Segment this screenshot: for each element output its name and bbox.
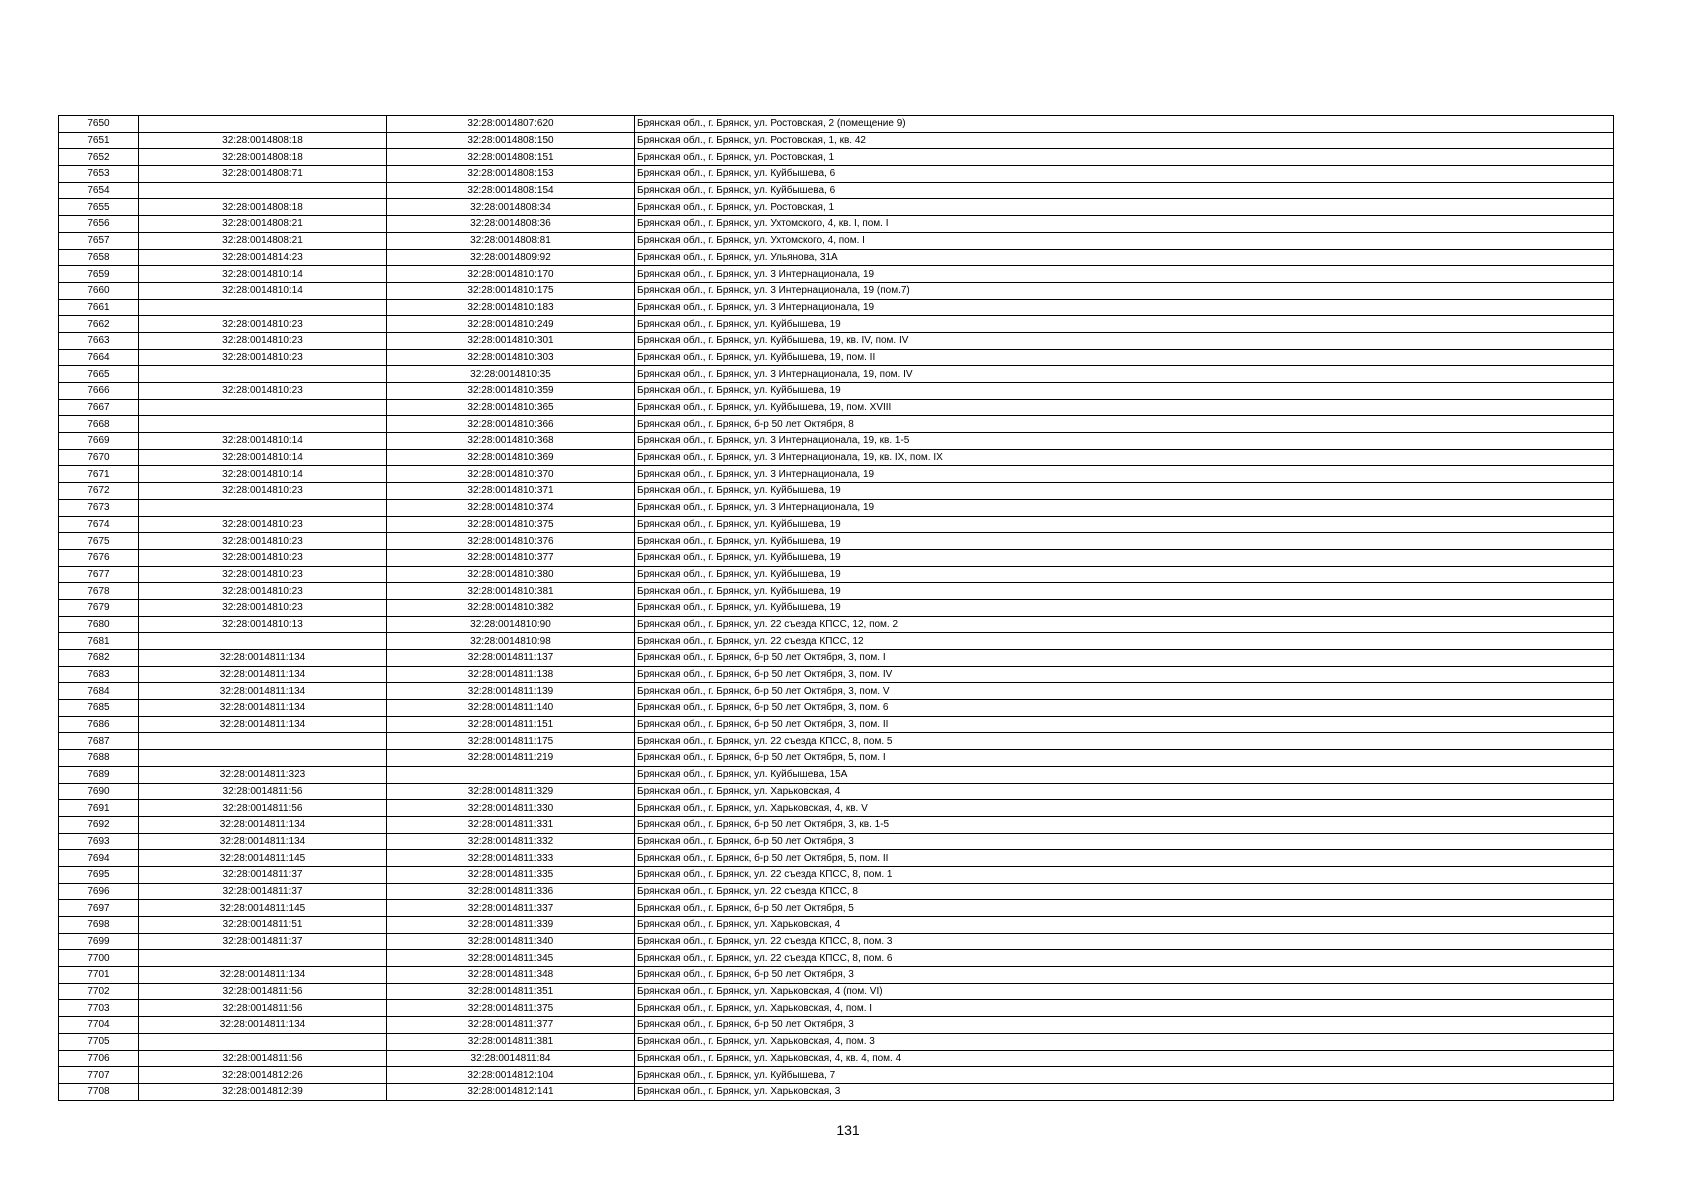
address-cell: Брянская обл., г. Брянск, ул. Куйбышева, 6 <box>635 182 1614 199</box>
table-row <box>59 917 1614 934</box>
object-number-cell: 32:28:0014810:381 <box>387 583 635 600</box>
parcel-number-cell <box>139 366 387 383</box>
address-cell: Брянская обл., г. Брянск, ул. 3 Интернационала, 19 <box>635 499 1614 516</box>
object-number-cell: 32:28:0014810:175 <box>387 282 635 299</box>
address-cell: Брянская обл., г. Брянск, ул. Куйбышева, 19 <box>635 566 1614 583</box>
parcel-number-cell: 32:28:0014811:56 <box>139 983 387 1000</box>
parcel-number-cell: 32:28:0014811:37 <box>139 883 387 900</box>
parcel-number-cell: 32:28:0014808:18 <box>139 199 387 216</box>
table-row <box>59 282 1614 299</box>
object-number-cell: 32:28:0014810:301 <box>387 332 635 349</box>
object-number-cell: 32:28:0014811:331 <box>387 816 635 833</box>
address-cell: Брянская обл., г. Брянск, б-р 50 лет Октября, 3, пом. I <box>635 650 1614 667</box>
row-number-cell: 7673 <box>59 499 139 516</box>
object-number-cell: 32:28:0014808:154 <box>387 182 635 199</box>
object-number-cell: 32:28:0014808:36 <box>387 216 635 233</box>
row-number-cell: 7697 <box>59 900 139 917</box>
row-number-cell: 7675 <box>59 533 139 550</box>
object-number-cell: 32:28:0014811:330 <box>387 800 635 817</box>
row-number-cell: 7686 <box>59 716 139 733</box>
address-cell: Брянская обл., г. Брянск, б-р 50 лет Октября, 3, кв. 1-5 <box>635 816 1614 833</box>
table-row <box>59 1017 1614 1034</box>
table-row <box>59 800 1614 817</box>
address-cell: Брянская обл., г. Брянск, ул. 3 Интернационала, 19 (пом.7) <box>635 282 1614 299</box>
parcel-number-cell: 32:28:0014811:134 <box>139 967 387 984</box>
parcel-number-cell: 32:28:0014811:56 <box>139 1000 387 1017</box>
row-number-cell: 7680 <box>59 616 139 633</box>
row-number-cell: 7695 <box>59 866 139 883</box>
parcel-number-cell: 32:28:0014811:134 <box>139 700 387 717</box>
parcel-number-cell: 32:28:0014808:21 <box>139 216 387 233</box>
object-number-cell: 32:28:0014808:34 <box>387 199 635 216</box>
parcel-number-cell: 32:28:0014808:18 <box>139 149 387 166</box>
object-number-cell: 32:28:0014811:351 <box>387 983 635 1000</box>
parcel-number-cell: 32:28:0014811:134 <box>139 716 387 733</box>
parcel-number-cell: 32:28:0014808:18 <box>139 132 387 149</box>
row-number-cell: 7703 <box>59 1000 139 1017</box>
address-cell: Брянская обл., г. Брянск, ул. 22 съезда КПСС, 12, пом. 2 <box>635 616 1614 633</box>
object-number-cell: 32:28:0014810:98 <box>387 633 635 650</box>
table-row <box>59 583 1614 600</box>
table-row <box>59 866 1614 883</box>
row-number-cell: 7688 <box>59 750 139 767</box>
parcel-number-cell: 32:28:0014810:14 <box>139 282 387 299</box>
table-row <box>59 783 1614 800</box>
row-number-cell: 7665 <box>59 366 139 383</box>
object-number-cell: 32:28:0014810:365 <box>387 399 635 416</box>
address-cell: Брянская обл., г. Брянск, ул. Куйбышева, 19 <box>635 383 1614 400</box>
object-number-cell <box>387 766 635 783</box>
row-number-cell: 7698 <box>59 917 139 934</box>
table-row <box>59 366 1614 383</box>
table-row <box>59 399 1614 416</box>
row-number-cell: 7700 <box>59 950 139 967</box>
table-row <box>59 616 1614 633</box>
object-number-cell: 32:28:0014810:90 <box>387 616 635 633</box>
table-row <box>59 933 1614 950</box>
object-number-cell: 32:28:0014811:332 <box>387 833 635 850</box>
parcel-number-cell: 32:28:0014810:23 <box>139 383 387 400</box>
object-number-cell: 32:28:0014810:371 <box>387 483 635 500</box>
row-number-cell: 7682 <box>59 650 139 667</box>
row-number-cell: 7684 <box>59 683 139 700</box>
object-number-cell: 32:28:0014811:336 <box>387 883 635 900</box>
parcel-number-cell: 32:28:0014810:23 <box>139 566 387 583</box>
parcel-number-cell <box>139 499 387 516</box>
object-number-cell: 32:28:0014810:369 <box>387 449 635 466</box>
row-number-cell: 7650 <box>59 116 139 133</box>
row-number-cell: 7654 <box>59 182 139 199</box>
row-number-cell: 7687 <box>59 733 139 750</box>
address-cell: Брянская обл., г. Брянск, б-р 50 лет Октября, 3 <box>635 833 1614 850</box>
parcel-number-cell: 32:28:0014808:71 <box>139 166 387 183</box>
object-number-cell: 32:28:0014812:141 <box>387 1083 635 1100</box>
table-row <box>59 816 1614 833</box>
object-number-cell: 32:28:0014811:333 <box>387 850 635 867</box>
address-cell: Брянская обл., г. Брянск, ул. Харьковская, 3 <box>635 1083 1614 1100</box>
row-number-cell: 7701 <box>59 967 139 984</box>
table-row <box>59 750 1614 767</box>
table-row <box>59 332 1614 349</box>
row-number-cell: 7708 <box>59 1083 139 1100</box>
object-number-cell: 32:28:0014808:153 <box>387 166 635 183</box>
parcel-number-cell <box>139 633 387 650</box>
table-row <box>59 666 1614 683</box>
object-number-cell: 32:28:0014810:380 <box>387 566 635 583</box>
object-number-cell: 32:28:0014811:139 <box>387 683 635 700</box>
parcel-number-cell: 32:28:0014810:23 <box>139 483 387 500</box>
parcel-number-cell: 32:28:0014810:14 <box>139 433 387 450</box>
address-cell: Брянская обл., г. Брянск, ул. Ростовская, 1 <box>635 199 1614 216</box>
parcel-number-cell: 32:28:0014811:134 <box>139 666 387 683</box>
parcel-number-cell <box>139 950 387 967</box>
table-row <box>59 416 1614 433</box>
address-cell: Брянская обл., г. Брянск, ул. 3 Интернационала, 19 <box>635 299 1614 316</box>
registry-table-body <box>59 116 1614 1101</box>
address-cell: Брянская обл., г. Брянск, ул. Куйбышева, 19, пом. II <box>635 349 1614 366</box>
table-row <box>59 599 1614 616</box>
object-number-cell: 32:28:0014811:175 <box>387 733 635 750</box>
object-number-cell: 32:28:0014808:81 <box>387 232 635 249</box>
row-number-cell: 7681 <box>59 633 139 650</box>
parcel-number-cell: 32:28:0014811:56 <box>139 1050 387 1067</box>
table-row <box>59 566 1614 583</box>
table-row <box>59 766 1614 783</box>
parcel-number-cell <box>139 1033 387 1050</box>
row-number-cell: 7656 <box>59 216 139 233</box>
address-cell: Брянская обл., г. Брянск, ул. Куйбышева, 7 <box>635 1067 1614 1084</box>
parcel-number-cell: 32:28:0014810:23 <box>139 332 387 349</box>
row-number-cell: 7678 <box>59 583 139 600</box>
parcel-number-cell: 32:28:0014810:23 <box>139 316 387 333</box>
object-number-cell: 32:28:0014810:249 <box>387 316 635 333</box>
address-cell: Брянская обл., г. Брянск, б-р 50 лет Октября, 3, пом. IV <box>635 666 1614 683</box>
table-row <box>59 249 1614 266</box>
address-cell: Брянская обл., г. Брянск, ул. 3 Интернационала, 19 <box>635 266 1614 283</box>
address-cell: Брянская обл., г. Брянск, б-р 50 лет Октября, 3 <box>635 967 1614 984</box>
address-cell: Брянская обл., г. Брянск, б-р 50 лет Октября, 5 <box>635 900 1614 917</box>
row-number-cell: 7699 <box>59 933 139 950</box>
address-cell: Брянская обл., г. Брянск, ул. Ухтомского, 4, пом. I <box>635 232 1614 249</box>
address-cell: Брянская обл., г. Брянск, ул. Харьковская, 4, пом. 3 <box>635 1033 1614 1050</box>
row-number-cell: 7705 <box>59 1033 139 1050</box>
row-number-cell: 7657 <box>59 232 139 249</box>
object-number-cell: 32:28:0014808:151 <box>387 149 635 166</box>
table-row <box>59 950 1614 967</box>
object-number-cell: 32:28:0014811:84 <box>387 1050 635 1067</box>
parcel-number-cell: 32:28:0014810:23 <box>139 599 387 616</box>
object-number-cell: 32:28:0014811:140 <box>387 700 635 717</box>
address-cell: Брянская обл., г. Брянск, ул. Харьковская, 4 <box>635 917 1614 934</box>
object-number-cell: 32:28:0014810:366 <box>387 416 635 433</box>
parcel-number-cell: 32:28:0014811:323 <box>139 766 387 783</box>
address-cell: Брянская обл., г. Брянск, ул. Куйбышева, 15А <box>635 766 1614 783</box>
table-row <box>59 716 1614 733</box>
address-cell: Брянская обл., г. Брянск, ул. 3 Интернационала, 19, кв. IX, пом. IX <box>635 449 1614 466</box>
table-row <box>59 833 1614 850</box>
parcel-number-cell: 32:28:0014811:145 <box>139 850 387 867</box>
address-cell: Брянская обл., г. Брянск, ул. Ростовская, 1, кв. 42 <box>635 132 1614 149</box>
parcel-number-cell <box>139 733 387 750</box>
parcel-number-cell <box>139 416 387 433</box>
object-number-cell: 32:28:0014810:382 <box>387 599 635 616</box>
table-row <box>59 199 1614 216</box>
object-number-cell: 32:28:0014810:35 <box>387 366 635 383</box>
row-number-cell: 7683 <box>59 666 139 683</box>
parcel-number-cell: 32:28:0014814:23 <box>139 249 387 266</box>
parcel-number-cell <box>139 750 387 767</box>
address-cell: Брянская обл., г. Брянск, ул. Харьковская, 4 (пом. VI) <box>635 983 1614 1000</box>
row-number-cell: 7689 <box>59 766 139 783</box>
object-number-cell: 32:28:0014810:375 <box>387 516 635 533</box>
parcel-number-cell: 32:28:0014810:14 <box>139 266 387 283</box>
address-cell: Брянская обл., г. Брянск, ул. 3 Интернационала, 19, кв. 1-5 <box>635 433 1614 450</box>
address-cell: Брянская обл., г. Брянск, ул. Куйбышева, 19 <box>635 583 1614 600</box>
parcel-number-cell: 32:28:0014811:145 <box>139 900 387 917</box>
table-row <box>59 549 1614 566</box>
table-row <box>59 1033 1614 1050</box>
table-row <box>59 383 1614 400</box>
row-number-cell: 7670 <box>59 449 139 466</box>
address-cell: Брянская обл., г. Брянск, ул. Ульянова, 31А <box>635 249 1614 266</box>
row-number-cell: 7669 <box>59 433 139 450</box>
parcel-number-cell: 32:28:0014812:39 <box>139 1083 387 1100</box>
address-cell: Брянская обл., г. Брянск, б-р 50 лет Октября, 5, пом. I <box>635 750 1614 767</box>
address-cell: Брянская обл., г. Брянск, б-р 50 лет Октября, 3 <box>635 1017 1614 1034</box>
row-number-cell: 7704 <box>59 1017 139 1034</box>
address-cell: Брянская обл., г. Брянск, ул. 22 съезда КПСС, 8, пом. 1 <box>635 866 1614 883</box>
parcel-number-cell: 32:28:0014808:21 <box>139 232 387 249</box>
parcel-number-cell: 32:28:0014810:23 <box>139 533 387 550</box>
table-row <box>59 466 1614 483</box>
parcel-number-cell: 32:28:0014811:134 <box>139 683 387 700</box>
address-cell: Брянская обл., г. Брянск, ул. Харьковская, 4, кв. 4, пом. 4 <box>635 1050 1614 1067</box>
row-number-cell: 7651 <box>59 132 139 149</box>
table-row <box>59 983 1614 1000</box>
parcel-number-cell: 32:28:0014811:134 <box>139 816 387 833</box>
row-number-cell: 7677 <box>59 566 139 583</box>
table-row <box>59 316 1614 333</box>
object-number-cell: 32:28:0014811:137 <box>387 650 635 667</box>
table-row <box>59 700 1614 717</box>
parcel-number-cell: 32:28:0014810:13 <box>139 616 387 633</box>
row-number-cell: 7662 <box>59 316 139 333</box>
address-cell: Брянская обл., г. Брянск, ул. Куйбышева, 19 <box>635 549 1614 566</box>
table-row <box>59 216 1614 233</box>
parcel-number-cell: 32:28:0014811:134 <box>139 833 387 850</box>
object-number-cell: 32:28:0014810:183 <box>387 299 635 316</box>
row-number-cell: 7664 <box>59 349 139 366</box>
row-number-cell: 7660 <box>59 282 139 299</box>
row-number-cell: 7658 <box>59 249 139 266</box>
object-number-cell: 32:28:0014809:92 <box>387 249 635 266</box>
object-number-cell: 32:28:0014808:150 <box>387 132 635 149</box>
object-number-cell: 32:28:0014810:370 <box>387 466 635 483</box>
table-row <box>59 633 1614 650</box>
table-row <box>59 883 1614 900</box>
table-row <box>59 483 1614 500</box>
parcel-number-cell: 32:28:0014811:134 <box>139 1017 387 1034</box>
address-cell: Брянская обл., г. Брянск, б-р 50 лет Октября, 5, пом. II <box>635 850 1614 867</box>
page-number: 131 <box>836 1122 860 1138</box>
address-cell: Брянская обл., г. Брянск, ул. 22 съезда КПСС, 12 <box>635 633 1614 650</box>
table-row <box>59 232 1614 249</box>
address-cell: Брянская обл., г. Брянск, ул. Ухтомского, 4, кв. I, пом. I <box>635 216 1614 233</box>
address-cell: Брянская обл., г. Брянск, ул. Куйбышева, 6 <box>635 166 1614 183</box>
object-number-cell: 32:28:0014810:376 <box>387 533 635 550</box>
address-cell: Брянская обл., г. Брянск, ул. Куйбышева, 19 <box>635 316 1614 333</box>
parcel-number-cell: 32:28:0014810:23 <box>139 549 387 566</box>
address-cell: Брянская обл., г. Брянск, ул. Харьковская, 4 <box>635 783 1614 800</box>
address-cell: Брянская обл., г. Брянск, б-р 50 лет Октября, 3, пом. 6 <box>635 700 1614 717</box>
address-cell: Брянская обл., г. Брянск, б-р 50 лет Октября, 3, пом. V <box>635 683 1614 700</box>
address-cell: Брянская обл., г. Брянск, ул. Ростовская, 2 (помещение 9) <box>635 116 1614 133</box>
object-number-cell: 32:28:0014811:381 <box>387 1033 635 1050</box>
row-number-cell: 7652 <box>59 149 139 166</box>
row-number-cell: 7694 <box>59 850 139 867</box>
row-number-cell: 7706 <box>59 1050 139 1067</box>
object-number-cell: 32:28:0014811:337 <box>387 900 635 917</box>
parcel-number-cell: 32:28:0014811:37 <box>139 933 387 950</box>
row-number-cell: 7668 <box>59 416 139 433</box>
table-row <box>59 516 1614 533</box>
table-row <box>59 182 1614 199</box>
parcel-number-cell: 32:28:0014811:51 <box>139 917 387 934</box>
object-number-cell: 32:28:0014810:303 <box>387 349 635 366</box>
address-cell: Брянская обл., г. Брянск, б-р 50 лет Октября, 8 <box>635 416 1614 433</box>
parcel-number-cell <box>139 399 387 416</box>
object-number-cell: 32:28:0014811:151 <box>387 716 635 733</box>
row-number-cell: 7655 <box>59 199 139 216</box>
object-number-cell: 32:28:0014807:620 <box>387 116 635 133</box>
row-number-cell: 7691 <box>59 800 139 817</box>
row-number-cell: 7667 <box>59 399 139 416</box>
parcel-number-cell: 32:28:0014810:14 <box>139 449 387 466</box>
row-number-cell: 7679 <box>59 599 139 616</box>
table-row <box>59 733 1614 750</box>
object-number-cell: 32:28:0014811:219 <box>387 750 635 767</box>
parcel-number-cell: 32:28:0014811:134 <box>139 650 387 667</box>
table-row <box>59 499 1614 516</box>
table-row <box>59 149 1614 166</box>
table-row <box>59 533 1614 550</box>
address-cell: Брянская обл., г. Брянск, ул. 3 Интернационала, 19, пом. IV <box>635 366 1614 383</box>
address-cell: Брянская обл., г. Брянск, ул. 22 съезда КПСС, 8, пом. 6 <box>635 950 1614 967</box>
parcel-number-cell <box>139 299 387 316</box>
parcel-number-cell: 32:28:0014810:23 <box>139 583 387 600</box>
registry-table <box>58 115 1614 1101</box>
table-row <box>59 1050 1614 1067</box>
object-number-cell: 32:28:0014811:329 <box>387 783 635 800</box>
parcel-number-cell: 32:28:0014810:14 <box>139 466 387 483</box>
row-number-cell: 7702 <box>59 983 139 1000</box>
row-number-cell: 7661 <box>59 299 139 316</box>
object-number-cell: 32:28:0014811:138 <box>387 666 635 683</box>
object-number-cell: 32:28:0014810:377 <box>387 549 635 566</box>
object-number-cell: 32:28:0014811:340 <box>387 933 635 950</box>
address-cell: Брянская обл., г. Брянск, ул. Куйбышева, 19, пом. XVIII <box>635 399 1614 416</box>
table-row <box>59 433 1614 450</box>
object-number-cell: 32:28:0014811:345 <box>387 950 635 967</box>
parcel-number-cell <box>139 116 387 133</box>
table-row <box>59 299 1614 316</box>
parcel-number-cell: 32:28:0014810:23 <box>139 349 387 366</box>
row-number-cell: 7659 <box>59 266 139 283</box>
table-row <box>59 1067 1614 1084</box>
object-number-cell: 32:28:0014811:335 <box>387 866 635 883</box>
address-cell: Брянская обл., г. Брянск, ул. Харьковская, 4, пом. I <box>635 1000 1614 1017</box>
address-cell: Брянская обл., г. Брянск, ул. Куйбышева, 19 <box>635 533 1614 550</box>
table-row <box>59 900 1614 917</box>
row-number-cell: 7693 <box>59 833 139 850</box>
parcel-number-cell: 32:28:0014811:56 <box>139 800 387 817</box>
table-row <box>59 650 1614 667</box>
row-number-cell: 7696 <box>59 883 139 900</box>
object-number-cell: 32:28:0014811:339 <box>387 917 635 934</box>
row-number-cell: 7692 <box>59 816 139 833</box>
address-cell: Брянская обл., г. Брянск, ул. 22 съезда КПСС, 8, пом. 3 <box>635 933 1614 950</box>
row-number-cell: 7666 <box>59 383 139 400</box>
object-number-cell: 32:28:0014812:104 <box>387 1067 635 1084</box>
parcel-number-cell: 32:28:0014811:56 <box>139 783 387 800</box>
address-cell: Брянская обл., г. Брянск, ул. 22 съезда КПСС, 8 <box>635 883 1614 900</box>
parcel-number-cell: 32:28:0014810:23 <box>139 516 387 533</box>
parcel-number-cell: 32:28:0014812:26 <box>139 1067 387 1084</box>
object-number-cell: 32:28:0014810:170 <box>387 266 635 283</box>
row-number-cell: 7676 <box>59 549 139 566</box>
address-cell: Брянская обл., г. Брянск, ул. Куйбышева, 19 <box>635 516 1614 533</box>
table-row <box>59 449 1614 466</box>
address-cell: Брянская обл., г. Брянск, ул. Ростовская, 1 <box>635 149 1614 166</box>
address-cell: Брянская обл., г. Брянск, ул. Куйбышева, 19 <box>635 599 1614 616</box>
object-number-cell: 32:28:0014810:374 <box>387 499 635 516</box>
address-cell: Брянская обл., г. Брянск, ул. Куйбышева, 19 <box>635 483 1614 500</box>
object-number-cell: 32:28:0014811:375 <box>387 1000 635 1017</box>
object-number-cell: 32:28:0014811:348 <box>387 967 635 984</box>
row-number-cell: 7685 <box>59 700 139 717</box>
object-number-cell: 32:28:0014810:368 <box>387 433 635 450</box>
row-number-cell: 7674 <box>59 516 139 533</box>
address-cell: Брянская обл., г. Брянск, б-р 50 лет Октября, 3, пом. II <box>635 716 1614 733</box>
row-number-cell: 7690 <box>59 783 139 800</box>
address-cell: Брянская обл., г. Брянск, ул. Куйбышева, 19, кв. IV, пом. IV <box>635 332 1614 349</box>
table-row <box>59 166 1614 183</box>
parcel-number-cell: 32:28:0014811:37 <box>139 866 387 883</box>
table-row <box>59 266 1614 283</box>
object-number-cell: 32:28:0014811:377 <box>387 1017 635 1034</box>
parcel-number-cell <box>139 182 387 199</box>
row-number-cell: 7671 <box>59 466 139 483</box>
row-number-cell: 7653 <box>59 166 139 183</box>
address-cell: Брянская обл., г. Брянск, ул. 3 Интернационала, 19 <box>635 466 1614 483</box>
table-row <box>59 1083 1614 1100</box>
table-row <box>59 132 1614 149</box>
table-row <box>59 683 1614 700</box>
row-number-cell: 7707 <box>59 1067 139 1084</box>
row-number-cell: 7672 <box>59 483 139 500</box>
address-cell: Брянская обл., г. Брянск, ул. Харьковская, 4, кв. V <box>635 800 1614 817</box>
table-row <box>59 349 1614 366</box>
object-number-cell: 32:28:0014810:359 <box>387 383 635 400</box>
address-cell: Брянская обл., г. Брянск, ул. 22 съезда КПСС, 8, пом. 5 <box>635 733 1614 750</box>
table-row <box>59 1000 1614 1017</box>
row-number-cell: 7663 <box>59 332 139 349</box>
table-row <box>59 967 1614 984</box>
table-row <box>59 850 1614 867</box>
table-row <box>59 116 1614 133</box>
